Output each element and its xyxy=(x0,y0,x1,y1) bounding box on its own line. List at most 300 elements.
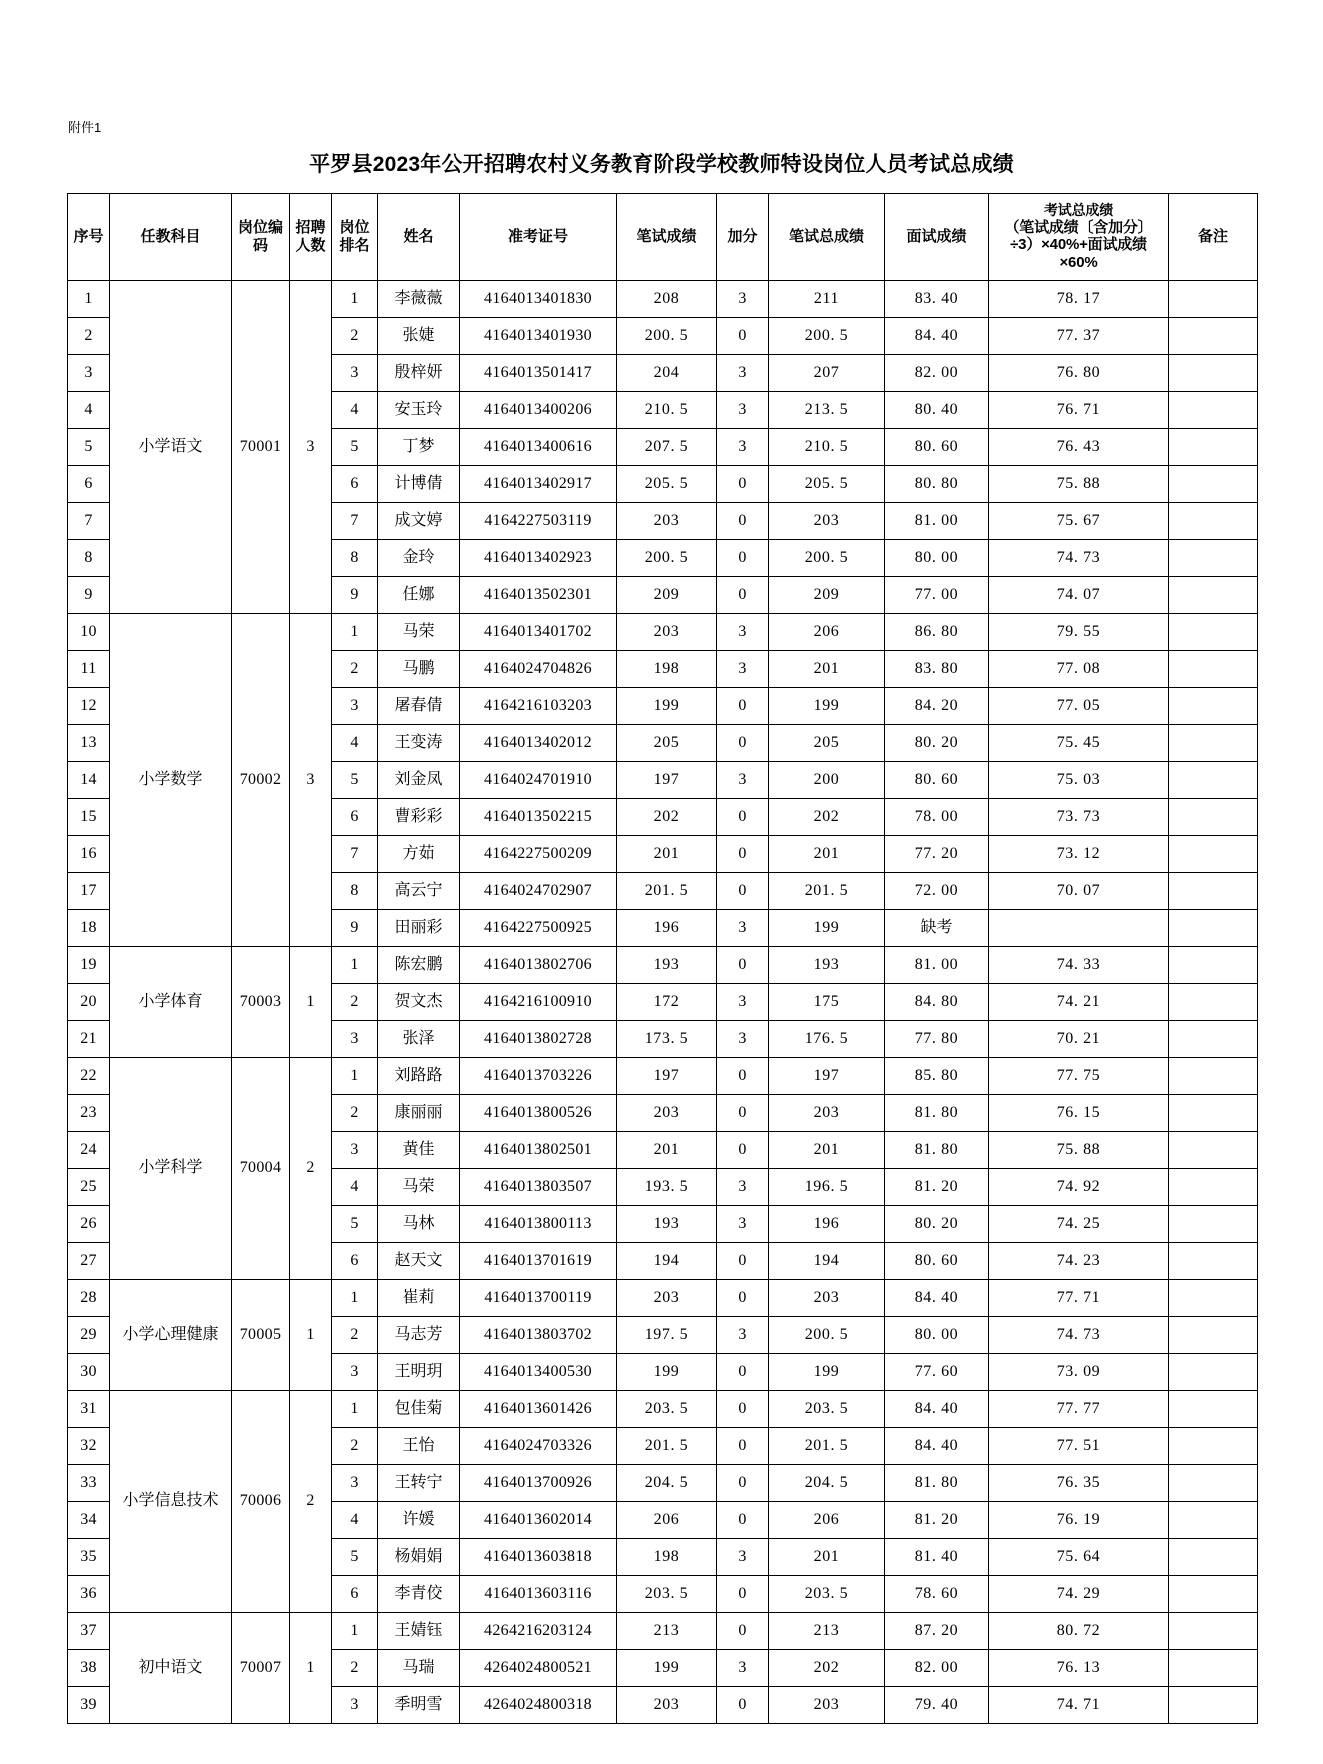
cell-bonus: 3 xyxy=(717,281,769,318)
cell-remark xyxy=(1169,1576,1258,1613)
cell-written-total: 203 xyxy=(769,1687,885,1724)
cell-interview-score: 81. 00 xyxy=(885,947,989,984)
cell-interview-score: 81. 80 xyxy=(885,1095,989,1132)
cell-written-score: 203 xyxy=(617,614,717,651)
cell-bonus: 0 xyxy=(717,1465,769,1502)
cell-post-rank: 8 xyxy=(332,873,378,910)
cell-exam-number: 4164024703326 xyxy=(460,1428,617,1465)
cell-seq: 18 xyxy=(68,910,110,947)
cell-written-total: 210. 5 xyxy=(769,429,885,466)
cell-total-score: 73. 73 xyxy=(989,799,1169,836)
cell-total-score: 77. 51 xyxy=(989,1428,1169,1465)
column-header-seq: 序号 xyxy=(68,194,110,281)
cell-written-score: 197 xyxy=(617,1058,717,1095)
cell-bonus: 0 xyxy=(717,503,769,540)
cell-written-score: 199 xyxy=(617,1650,717,1687)
cell-name: 马荣 xyxy=(378,614,460,651)
cell-total-score: 76. 80 xyxy=(989,355,1169,392)
cell-total-score: 76. 15 xyxy=(989,1095,1169,1132)
cell-name: 马志芳 xyxy=(378,1317,460,1354)
cell-bonus: 0 xyxy=(717,799,769,836)
cell-bonus: 0 xyxy=(717,1132,769,1169)
table-row xyxy=(68,947,1258,984)
total-score-formula-1: （笔试成绩〔含加分〕 xyxy=(1004,218,1153,236)
cell-written-total: 204. 5 xyxy=(769,1465,885,1502)
cell-name: 包佳菊 xyxy=(378,1391,460,1428)
cell-remark xyxy=(1169,947,1258,984)
cell-written-total: 199 xyxy=(769,1354,885,1391)
cell-seq: 36 xyxy=(68,1576,110,1613)
cell-name: 王怡 xyxy=(378,1428,460,1465)
cell-total-score: 74. 25 xyxy=(989,1206,1169,1243)
cell-interview-score: 77. 80 xyxy=(885,1021,989,1058)
cell-remark xyxy=(1169,281,1258,318)
total-score-title: 考试总成绩 xyxy=(1044,202,1113,219)
cell-written-total: 201. 5 xyxy=(769,1428,885,1465)
cell-name: 计博倩 xyxy=(378,466,460,503)
cell-name: 王明玥 xyxy=(378,1354,460,1391)
cell-interview-score: 80. 20 xyxy=(885,1206,989,1243)
cell-name: 金玲 xyxy=(378,540,460,577)
cell-written-score: 199 xyxy=(617,688,717,725)
cell-remark xyxy=(1169,984,1258,1021)
cell-exam-number: 4164013402012 xyxy=(460,725,617,762)
cell-name: 张泽 xyxy=(378,1021,460,1058)
cell-bonus: 3 xyxy=(717,614,769,651)
cell-interview-score: 83. 40 xyxy=(885,281,989,318)
cell-written-total: 194 xyxy=(769,1243,885,1280)
cell-total-score: 78. 17 xyxy=(989,281,1169,318)
cell-bonus: 0 xyxy=(717,873,769,910)
cell-name: 田丽彩 xyxy=(378,910,460,947)
cell-total-score: 79. 55 xyxy=(989,614,1169,651)
cell-interview-score: 86. 80 xyxy=(885,614,989,651)
cell-name: 许媛 xyxy=(378,1502,460,1539)
cell-post-rank: 4 xyxy=(332,725,378,762)
cell-post-rank: 2 xyxy=(332,1428,378,1465)
cell-post-rank: 4 xyxy=(332,1169,378,1206)
table-row xyxy=(68,1058,1258,1095)
cell-exam-number: 4164227500925 xyxy=(460,910,617,947)
cell-seq: 39 xyxy=(68,1687,110,1724)
exam-results-table xyxy=(67,193,1258,1724)
cell-remark xyxy=(1169,577,1258,614)
cell-remark xyxy=(1169,429,1258,466)
cell-seq: 9 xyxy=(68,577,110,614)
cell-written-total: 202 xyxy=(769,1650,885,1687)
cell-written-score: 203 xyxy=(617,1095,717,1132)
cell-exam-number: 4164013800526 xyxy=(460,1095,617,1132)
cell-interview-score: 78. 60 xyxy=(885,1576,989,1613)
cell-remark xyxy=(1169,1058,1258,1095)
cell-interview-score: 81. 00 xyxy=(885,503,989,540)
cell-subject: 小学语文 xyxy=(110,281,232,614)
cell-remark xyxy=(1169,1687,1258,1724)
cell-remark xyxy=(1169,1243,1258,1280)
cell-name: 殷梓妍 xyxy=(378,355,460,392)
cell-post-rank: 6 xyxy=(332,1576,378,1613)
cell-post-rank: 4 xyxy=(332,1502,378,1539)
cell-written-total: 200. 5 xyxy=(769,540,885,577)
cell-bonus: 3 xyxy=(717,1021,769,1058)
cell-exam-number: 4164013400206 xyxy=(460,392,617,429)
cell-total-score: 77. 08 xyxy=(989,651,1169,688)
cell-remark xyxy=(1169,1428,1258,1465)
cell-written-score: 197 xyxy=(617,762,717,799)
cell-seq: 23 xyxy=(68,1095,110,1132)
cell-written-score: 193 xyxy=(617,947,717,984)
cell-seq: 33 xyxy=(68,1465,110,1502)
cell-post-rank: 6 xyxy=(332,1243,378,1280)
cell-interview-score: 80. 00 xyxy=(885,540,989,577)
cell-post-rank: 3 xyxy=(332,688,378,725)
cell-exam-number: 4164013401830 xyxy=(460,281,617,318)
cell-written-score: 207. 5 xyxy=(617,429,717,466)
cell-written-total: 205 xyxy=(769,725,885,762)
cell-seq: 4 xyxy=(68,392,110,429)
table-row xyxy=(68,1280,1258,1317)
cell-post-rank: 9 xyxy=(332,577,378,614)
cell-exam-number: 4164013400530 xyxy=(460,1354,617,1391)
cell-written-score: 203 xyxy=(617,1280,717,1317)
cell-recruit-count: 2 xyxy=(290,1391,332,1613)
cell-exam-number: 4164013700119 xyxy=(460,1280,617,1317)
cell-written-score: 201 xyxy=(617,836,717,873)
cell-written-total: 197 xyxy=(769,1058,885,1095)
cell-remark xyxy=(1169,392,1258,429)
cell-total-score: 75. 64 xyxy=(989,1539,1169,1576)
cell-total-score: 74. 92 xyxy=(989,1169,1169,1206)
cell-name: 崔莉 xyxy=(378,1280,460,1317)
cell-written-total: 213 xyxy=(769,1613,885,1650)
cell-name: 刘路路 xyxy=(378,1058,460,1095)
cell-post-rank: 3 xyxy=(332,355,378,392)
cell-written-score: 209 xyxy=(617,577,717,614)
cell-exam-number: 4164013802728 xyxy=(460,1021,617,1058)
cell-written-score: 198 xyxy=(617,1539,717,1576)
cell-interview-score: 80. 00 xyxy=(885,1317,989,1354)
cell-exam-number: 4164013602014 xyxy=(460,1502,617,1539)
cell-written-total: 202 xyxy=(769,799,885,836)
cell-written-score: 173. 5 xyxy=(617,1021,717,1058)
cell-bonus: 0 xyxy=(717,577,769,614)
cell-seq: 16 xyxy=(68,836,110,873)
cell-written-total: 176. 5 xyxy=(769,1021,885,1058)
cell-total-score: 76. 43 xyxy=(989,429,1169,466)
cell-name: 陈宏鹏 xyxy=(378,947,460,984)
cell-name: 屠春倩 xyxy=(378,688,460,725)
cell-bonus: 0 xyxy=(717,1280,769,1317)
cell-subject: 小学科学 xyxy=(110,1058,232,1280)
cell-name: 黄佳 xyxy=(378,1132,460,1169)
cell-seq: 20 xyxy=(68,984,110,1021)
cell-remark xyxy=(1169,503,1258,540)
cell-interview-score: 79. 40 xyxy=(885,1687,989,1724)
cell-name: 刘金凤 xyxy=(378,762,460,799)
cell-exam-number: 4164013603116 xyxy=(460,1576,617,1613)
cell-bonus: 3 xyxy=(717,1650,769,1687)
cell-exam-number: 4164013803507 xyxy=(460,1169,617,1206)
cell-seq: 14 xyxy=(68,762,110,799)
cell-bonus: 3 xyxy=(717,355,769,392)
cell-written-total: 199 xyxy=(769,688,885,725)
cell-exam-number: 4164024702907 xyxy=(460,873,617,910)
cell-post-rank: 1 xyxy=(332,1280,378,1317)
table-header xyxy=(68,194,1258,281)
cell-total-score: 73. 12 xyxy=(989,836,1169,873)
cell-post-rank: 6 xyxy=(332,799,378,836)
cell-name: 高云宁 xyxy=(378,873,460,910)
cell-total-score: 74. 33 xyxy=(989,947,1169,984)
cell-written-total: 203 xyxy=(769,503,885,540)
cell-written-score: 203. 5 xyxy=(617,1391,717,1428)
cell-written-score: 198 xyxy=(617,651,717,688)
cell-interview-score: 81. 80 xyxy=(885,1465,989,1502)
cell-post-code: 70002 xyxy=(232,614,290,947)
cell-seq: 24 xyxy=(68,1132,110,1169)
cell-post-code: 70004 xyxy=(232,1058,290,1280)
cell-exam-number: 4164013802706 xyxy=(460,947,617,984)
cell-recruit-count: 1 xyxy=(290,1613,332,1724)
cell-bonus: 3 xyxy=(717,392,769,429)
cell-written-total: 196 xyxy=(769,1206,885,1243)
cell-name: 王变涛 xyxy=(378,725,460,762)
cell-written-total: 209 xyxy=(769,577,885,614)
column-header-post-rank: 岗位排名 xyxy=(332,194,378,281)
cell-name: 王婧钰 xyxy=(378,1613,460,1650)
cell-total-score: 76. 71 xyxy=(989,392,1169,429)
table-row xyxy=(68,1391,1258,1428)
cell-interview-score: 84. 20 xyxy=(885,688,989,725)
cell-remark xyxy=(1169,1206,1258,1243)
cell-seq: 19 xyxy=(68,947,110,984)
cell-total-score: 77. 75 xyxy=(989,1058,1169,1095)
column-header-written-total: 笔试总成绩 xyxy=(769,194,885,281)
cell-exam-number: 4164013701619 xyxy=(460,1243,617,1280)
cell-seq: 17 xyxy=(68,873,110,910)
cell-recruit-count: 1 xyxy=(290,1280,332,1391)
cell-bonus: 0 xyxy=(717,1687,769,1724)
cell-written-total: 175 xyxy=(769,984,885,1021)
cell-interview-score: 82. 00 xyxy=(885,355,989,392)
cell-name: 赵天文 xyxy=(378,1243,460,1280)
cell-total-score: 76. 19 xyxy=(989,1502,1169,1539)
cell-written-score: 201. 5 xyxy=(617,873,717,910)
cell-exam-number: 4164013601426 xyxy=(460,1391,617,1428)
cell-seq: 31 xyxy=(68,1391,110,1428)
cell-seq: 8 xyxy=(68,540,110,577)
cell-remark xyxy=(1169,1095,1258,1132)
cell-bonus: 3 xyxy=(717,651,769,688)
cell-exam-number: 4164024704826 xyxy=(460,651,617,688)
cell-name: 任娜 xyxy=(378,577,460,614)
cell-post-rank: 1 xyxy=(332,614,378,651)
cell-total-score: 74. 23 xyxy=(989,1243,1169,1280)
cell-post-rank: 2 xyxy=(332,651,378,688)
cell-name: 贺文杰 xyxy=(378,984,460,1021)
cell-exam-number: 4164013800113 xyxy=(460,1206,617,1243)
cell-bonus: 3 xyxy=(717,984,769,1021)
cell-post-rank: 1 xyxy=(332,1058,378,1095)
cell-post-rank: 3 xyxy=(332,1021,378,1058)
cell-post-rank: 2 xyxy=(332,1095,378,1132)
cell-seq: 3 xyxy=(68,355,110,392)
cell-total-score: 75. 88 xyxy=(989,466,1169,503)
column-header-subject: 任教科目 xyxy=(110,194,232,281)
cell-name: 李薇薇 xyxy=(378,281,460,318)
total-score-formula-2: ÷3）×40%+面试成绩 xyxy=(1010,236,1147,254)
cell-remark xyxy=(1169,1613,1258,1650)
column-header-bonus: 加分 xyxy=(717,194,769,281)
cell-exam-number: 4164216103203 xyxy=(460,688,617,725)
cell-exam-number: 4164013700926 xyxy=(460,1465,617,1502)
cell-seq: 35 xyxy=(68,1539,110,1576)
cell-post-rank: 3 xyxy=(332,1354,378,1391)
cell-interview-score: 84. 80 xyxy=(885,984,989,1021)
cell-total-score: 77. 77 xyxy=(989,1391,1169,1428)
cell-remark xyxy=(1169,355,1258,392)
cell-written-score: 206 xyxy=(617,1502,717,1539)
cell-bonus: 0 xyxy=(717,1613,769,1650)
cell-bonus: 3 xyxy=(717,1169,769,1206)
cell-written-score: 193. 5 xyxy=(617,1169,717,1206)
cell-remark xyxy=(1169,318,1258,355)
attachment-label: 附件1 xyxy=(68,120,102,135)
cell-seq: 13 xyxy=(68,725,110,762)
cell-name: 方茹 xyxy=(378,836,460,873)
cell-written-score: 172 xyxy=(617,984,717,1021)
cell-bonus: 0 xyxy=(717,1391,769,1428)
cell-post-rank: 2 xyxy=(332,1650,378,1687)
cell-total-score: 74. 73 xyxy=(989,1317,1169,1354)
cell-bonus: 0 xyxy=(717,1428,769,1465)
cell-remark xyxy=(1169,1132,1258,1169)
cell-interview-score: 85. 80 xyxy=(885,1058,989,1095)
cell-exam-number: 4164013603818 xyxy=(460,1539,617,1576)
cell-post-rank: 3 xyxy=(332,1465,378,1502)
cell-name: 丁梦 xyxy=(378,429,460,466)
cell-written-total: 193 xyxy=(769,947,885,984)
cell-interview-score: 82. 00 xyxy=(885,1650,989,1687)
cell-post-rank: 2 xyxy=(332,1317,378,1354)
cell-seq: 37 xyxy=(68,1613,110,1650)
column-header-post-code: 岗位编码 xyxy=(232,194,290,281)
cell-total-score: 74. 21 xyxy=(989,984,1169,1021)
cell-written-score: 201. 5 xyxy=(617,1428,717,1465)
cell-total-score xyxy=(989,910,1169,947)
cell-seq: 1 xyxy=(68,281,110,318)
cell-written-total: 201 xyxy=(769,1132,885,1169)
table-row xyxy=(68,281,1258,318)
cell-post-rank: 9 xyxy=(332,910,378,947)
cell-written-total: 196. 5 xyxy=(769,1169,885,1206)
cell-post-rank: 3 xyxy=(332,1687,378,1724)
cell-exam-number: 4164013502215 xyxy=(460,799,617,836)
cell-remark xyxy=(1169,614,1258,651)
column-header-exam-number: 准考证号 xyxy=(460,194,617,281)
cell-bonus: 0 xyxy=(717,466,769,503)
cell-remark xyxy=(1169,1354,1258,1391)
cell-remark xyxy=(1169,1021,1258,1058)
cell-written-score: 203. 5 xyxy=(617,1576,717,1613)
cell-seq: 5 xyxy=(68,429,110,466)
table-row xyxy=(68,1613,1258,1650)
cell-written-total: 201 xyxy=(769,836,885,873)
cell-written-total: 201 xyxy=(769,1539,885,1576)
cell-written-total: 205. 5 xyxy=(769,466,885,503)
cell-remark xyxy=(1169,762,1258,799)
cell-name: 季明雪 xyxy=(378,1687,460,1724)
cell-name: 李青佼 xyxy=(378,1576,460,1613)
cell-written-score: 204 xyxy=(617,355,717,392)
cell-total-score: 80. 72 xyxy=(989,1613,1169,1650)
cell-exam-number: 4164013501417 xyxy=(460,355,617,392)
cell-written-total: 200. 5 xyxy=(769,318,885,355)
cell-written-score: 205. 5 xyxy=(617,466,717,503)
cell-seq: 30 xyxy=(68,1354,110,1391)
cell-remark xyxy=(1169,651,1258,688)
cell-interview-score: 81. 20 xyxy=(885,1502,989,1539)
cell-name: 马荣 xyxy=(378,1169,460,1206)
cell-subject: 初中语文 xyxy=(110,1613,232,1724)
cell-remark xyxy=(1169,1280,1258,1317)
cell-bonus: 0 xyxy=(717,1576,769,1613)
cell-total-score: 77. 05 xyxy=(989,688,1169,725)
cell-written-total: 213. 5 xyxy=(769,392,885,429)
cell-bonus: 0 xyxy=(717,540,769,577)
cell-interview-score: 87. 20 xyxy=(885,1613,989,1650)
cell-written-total: 203 xyxy=(769,1095,885,1132)
cell-post-code: 70007 xyxy=(232,1613,290,1724)
cell-name: 曹彩彩 xyxy=(378,799,460,836)
cell-written-score: 204. 5 xyxy=(617,1465,717,1502)
cell-post-rank: 1 xyxy=(332,1391,378,1428)
cell-remark xyxy=(1169,1650,1258,1687)
cell-interview-score: 84. 40 xyxy=(885,1280,989,1317)
cell-exam-number: 4164013402917 xyxy=(460,466,617,503)
cell-name: 成文婷 xyxy=(378,503,460,540)
cell-post-rank: 1 xyxy=(332,1613,378,1650)
cell-written-score: 205 xyxy=(617,725,717,762)
cell-seq: 29 xyxy=(68,1317,110,1354)
cell-written-total: 199 xyxy=(769,910,885,947)
total-score-formula-3: ×60% xyxy=(1059,254,1098,272)
cell-remark xyxy=(1169,688,1258,725)
cell-exam-number: 4164013802501 xyxy=(460,1132,617,1169)
cell-bonus: 0 xyxy=(717,1058,769,1095)
cell-remark xyxy=(1169,1539,1258,1576)
cell-bonus: 0 xyxy=(717,688,769,725)
cell-interview-score: 81. 80 xyxy=(885,1132,989,1169)
cell-interview-score: 81. 40 xyxy=(885,1539,989,1576)
table-header-row xyxy=(68,194,1258,281)
cell-written-score: 193 xyxy=(617,1206,717,1243)
cell-bonus: 3 xyxy=(717,429,769,466)
cell-written-score: 197. 5 xyxy=(617,1317,717,1354)
cell-interview-score: 80. 60 xyxy=(885,762,989,799)
column-header-remark: 备注 xyxy=(1169,194,1258,281)
cell-post-rank: 2 xyxy=(332,984,378,1021)
cell-post-rank: 1 xyxy=(332,947,378,984)
cell-name: 王转宁 xyxy=(378,1465,460,1502)
cell-name: 马鹏 xyxy=(378,651,460,688)
cell-interview-score: 80. 60 xyxy=(885,429,989,466)
cell-interview-score: 72. 00 xyxy=(885,873,989,910)
cell-interview-score: 80. 80 xyxy=(885,466,989,503)
cell-interview-score: 81. 20 xyxy=(885,1169,989,1206)
cell-total-score: 77. 37 xyxy=(989,318,1169,355)
cell-total-score: 74. 73 xyxy=(989,540,1169,577)
